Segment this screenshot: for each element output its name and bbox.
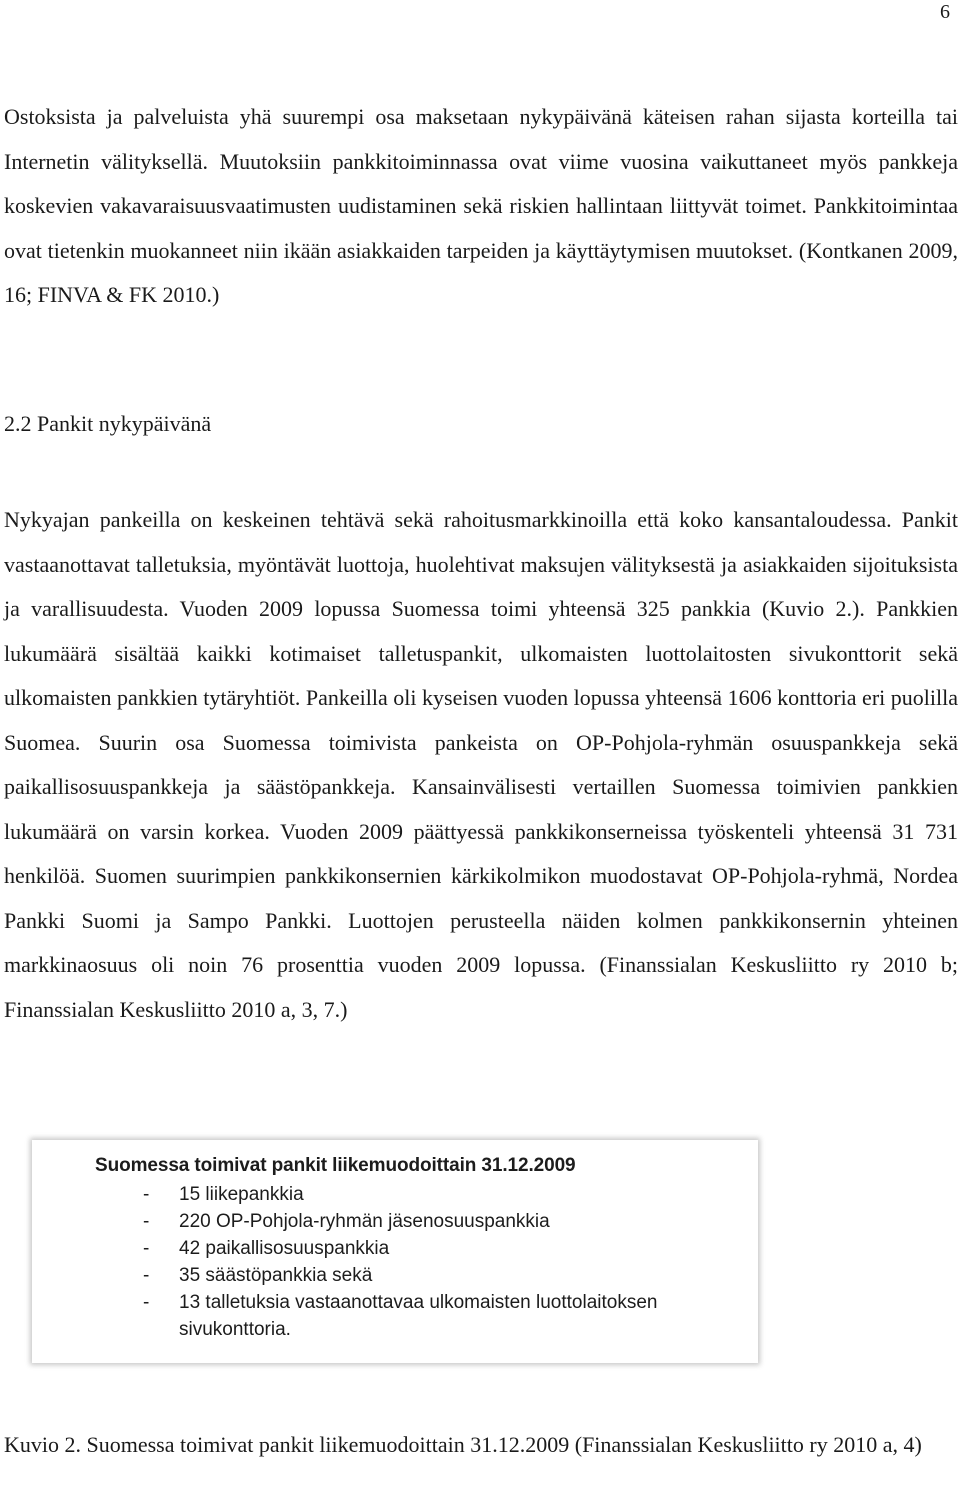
list-item bbox=[95, 1289, 758, 1343]
list-item-text: 15 liikepankkia bbox=[179, 1184, 304, 1205]
figure-caption: Kuvio 2. Suomessa toimivat pankit liikemuodoittain 31.12.2009 (Finanssialan Keskusliitto ry 2010 a, 4) bbox=[4, 1432, 922, 1457]
paragraph-intro: Ostoksista ja palveluista yhä suurempi osa maksetaan nykypäivänä käteisen rahan sijasta korteilla tai Internetin välityksellä. Muutoksiin pankkitoiminnassa ovat viime vuosina vaikuttaneet myös pankkeja koskevien vakavaraisuusvaatimusten uudistaminen sekä riskien hallintaan liittyvät toimet. Pankkitoimintaa ovat tietenkin muokanneet niin ikään asiakkaiden tarpeiden ja käyttäytymisen muutokset. (Kontkanen 2009, 16; FINVA & FK 2010.) bbox=[4, 104, 958, 307]
list-item-text: 35 säästöpankkia sekä bbox=[179, 1265, 373, 1286]
figure-banks-by-type bbox=[32, 1140, 758, 1363]
list-dash: - bbox=[143, 1292, 150, 1313]
list-dash: - bbox=[143, 1265, 150, 1286]
list-item-text: 220 OP-Pohjola-ryhmän jäsenosuuspankkia bbox=[179, 1211, 550, 1232]
list-dash: - bbox=[143, 1211, 150, 1232]
list-item-continuation: sivukonttoria. bbox=[179, 1319, 291, 1340]
list-item-text: 42 paikallisosuuspankkia bbox=[179, 1238, 390, 1259]
figure-list bbox=[95, 1181, 758, 1343]
page-number: 6 bbox=[940, 1, 950, 23]
list-dash: - bbox=[143, 1184, 150, 1205]
list-item bbox=[95, 1208, 758, 1235]
section-heading: 2.2 Pankit nykypäivänä bbox=[4, 411, 212, 436]
figure-title: Suomessa toimivat pankit liikemuodoittain 31.12.2009 bbox=[95, 1155, 576, 1176]
list-item bbox=[95, 1181, 758, 1208]
list-dash: - bbox=[143, 1238, 150, 1259]
list-item bbox=[95, 1235, 758, 1262]
paragraph-banks-today: Nykyajan pankeilla on keskeinen tehtävä sekä rahoitusmarkkinoilla että koko kansantaloudessa. Pankit vastaanottavat talletuksia, myöntävät luottoja, huolehtivat maksujen välityksestä ja asiakkaiden sijoituksista ja varallisuudesta. Vuoden 2009 lopussa Suomessa toimi yhteensä 325 pankkia (Kuvio 2.). Pankkien lukumäärä sisältää kaikki kotimaiset talletuspankit, ulkomaisten luottolaitosten sivukonttorit sekä ulkomaisten pankkien tytäryhtiöt. Pankeilla oli kyseisen vuoden lopussa yhteensä 1606 konttoria eri puolilla Suomea. Suurin osa Suomessa toimivista pankeista on OP-Pohjola-ryhmän osuuspankkeja sekä paikallisosuuspankkeja ja säästöpankkeja. Kansainvälisesti vertaillen Suomessa toimivien pankkien lukumäärä on varsin korkea. Vuoden 2009 päättyessä pankkikonserneissa työskenteli yhteensä 31 731 henkilöä. Suomen suurimpien pankkikonsernien kärkikolmikon muodostavat OP-Pohjola-ryhmä, Nordea Pankki Suomi ja Sampo Pankki. Luottojen perusteella näiden kolmen pankkikonsernin yhteinen markkinaosuus oli noin 76 prosenttia vuoden 2009 lopussa. (Finanssialan Keskusliitto ry 2010 b; Finanssialan Keskusliitto 2010 a, 3, 7.) bbox=[4, 507, 958, 1022]
list-item bbox=[95, 1262, 758, 1289]
list-item-text: 13 talletuksia vastaanottavaa ulkomaisten luottolaitoksen bbox=[179, 1292, 658, 1313]
